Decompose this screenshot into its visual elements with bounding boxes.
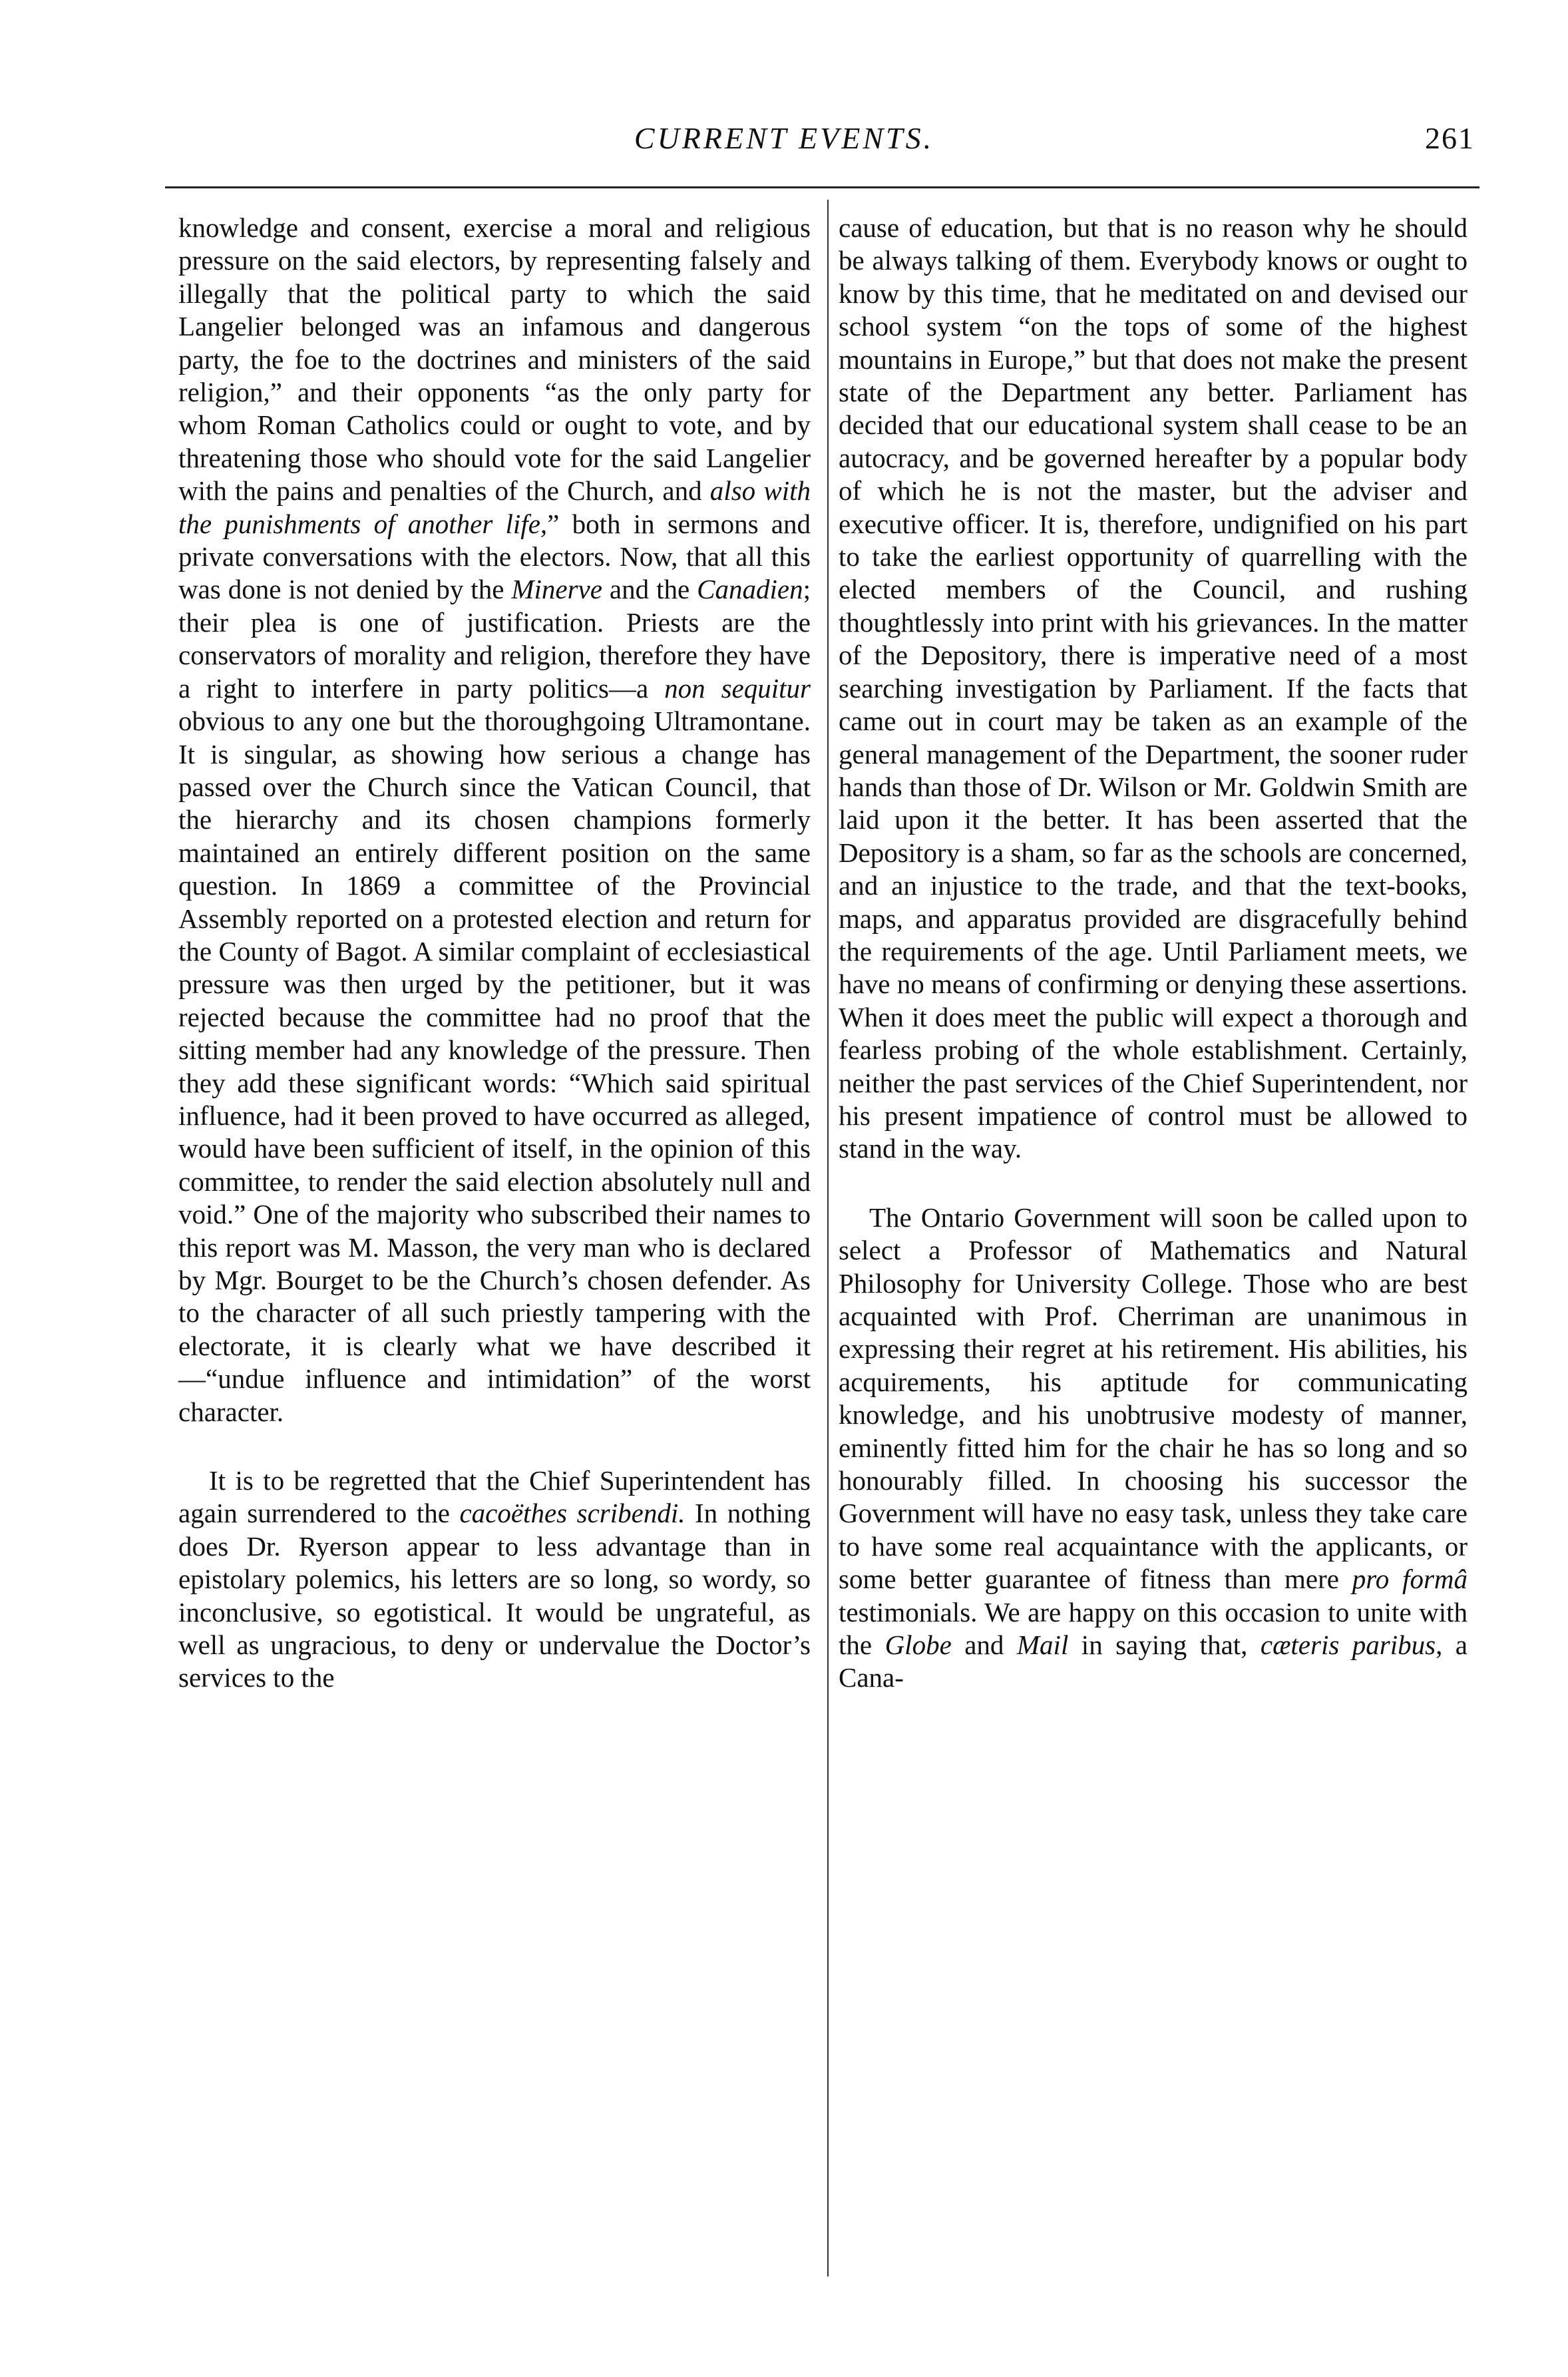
right-column [839,212,1468,1695]
latin-phrase-caeteris-paribus: cæteris paribus [1260,1629,1436,1661]
running-head [0,118,1568,158]
newspaper-name-minerve: Minerve [511,574,602,605]
text-run: testimonials. We are happy on this occasion to unite with the [839,1596,1468,1661]
paragraph-chief-superintendent [178,1464,811,1695]
header-rule [165,186,1479,188]
column-divider [827,200,829,2276]
newspaper-name-globe: Globe [884,1629,952,1661]
paragraph-election-influence [178,212,811,1428]
text-run: in saying that, [1068,1629,1261,1661]
paragraph-depository [839,212,1468,1166]
text-run: ” both in sermons and private conversations with the electors. Now, that all this was done is not denied by the [178,508,811,605]
paragraph-professor-selection [839,1201,1468,1695]
running-title: CURRENT EVENTS. [634,121,934,155]
paragraph-gap [839,1166,1468,1201]
text-run: ; their plea is one of justification. Priests are the conservators of morality and religion, therefore they have a right to interfere in party politics—a [178,574,811,704]
text-run: , a Cana- [839,1629,1468,1693]
text-run: knowledge and consent, exercise a moral and religious pressure on the said electors, by representing falsely and illegally that the political party to which the said Langelier belonged was an infamous and dangerous party, the foe to the doctrines and ministers of the said religion,” and their opponents “as the only party for whom Roman Catholics could or ought to vote, and by threatening those who should vote for the said Langelier with the pains and penalties of the Church, and [178,212,811,507]
newspaper-name-mail: Mail [1016,1629,1069,1661]
paragraph-gap [178,1428,811,1464]
text-run: obvious to any one but the thoroughgoing Ultramontane. It is singular, as showing how serious a change has passed over the Church since the Vatican Council, that the hierarchy and its chosen champions formerly maintained an entirely different position on the same question. In 1869 a committee of the Provincial Assembly reported on a protested election and return for the County of Bagot. A similar complaint of ecclesiastical pressure was then urged by the petitioner, but it was rejected because the committee had no proof that the sitting member had any knowledge of the pressure. Then they add these significant words: “Which said spiritual influence, had it been proved to have occurred as alleged, would have been sufficient of itself, in the opinion of this committee, to render the said election absolutely null and void.” One of the majority who subscribed their names to this report was M. Masson, the very man who is declared by Mgr. Bourget to be the Church’s chosen defender. As to the character of all such priestly tampering with the electorate, it is clearly what we have described it—“undue influence and intimidation” of the worst character. [178,706,811,1427]
text-run: and the [602,574,697,605]
text-run: It is to be regretted that the Chief Superintendent has again surrendered to the [178,1465,811,1529]
italic-phrase: also with the punishments of another life, [178,475,811,539]
text-run: cause of education, but that is no reason why he should be always talking of them. Everybody knows or ought to know by this time, that he meditated on and devised our school system “on the tops of some of the highest mountains in Europe,” but that does not make the present state of the Department any better. Parliament has decided that our educational system shall cease to be an autocracy, and be governed hereafter by a popular body of which he is not the master, but the adviser and executive officer. It is, therefore, undignified on his part to take the earliest opportunity of quarrelling with the elected members of the Council, and rushing thoughtlessly into print with his grievances. In the matter of the Depository, there is imperative need of a most searching investigation by Parliament. If the facts that came out in court may be taken as an example of the general management of the Department, the sooner ruder hands than those of Dr. Wilson or Mr. Goldwin Smith are laid upon it the better. It has been asserted that the Depository is a sham, so far as the schools are concerned, and an injustice to the trade, and that the text-books, maps, and apparatus provided are disgracefully behind the requirements of the age. Until Parliament meets, we have no means of confirming or denying these assertions. When it does meet the public will expect a thorough and fearless probing of the whole establishment. Certainly, neither the past services of the Chief Superintendent, nor his present impatience of control must be allowed to stand in the way. [839,212,1468,1164]
text-run: The Ontario Government will soon be called upon to select a Professor of Mathematics and Natural Philosophy for University College. Those who are best acquainted with Prof. Cherriman are unanimous in expressing their regret at his retirement. His abilities, his acquirements, his aptitude for communicating knowledge, and his unobtrusive modesty of manner, eminently fitted him for the chair he has so long and so honourably filled. In choosing his successor the Government will have no easy task, unless they take care to have some real acquaintance with the applicants, or some better guarantee of fitness than mere [839,1201,1468,1595]
latin-phrase-cacoethes: cacoëthes scribendi. [459,1498,686,1529]
left-column [178,212,811,1695]
newspaper-name-canadien: Canadien [697,574,803,605]
text-run: In nothing does Dr. Ryerson appear to less advantage than in epistolary polemics, his letters are so long, so wordy, so inconclusive, so egotistical. It would be ungrateful, as well as ungracious, to deny or undervalue the Doctor’s services to the [178,1498,811,1693]
latin-phrase-non-sequitur: non sequitur [664,672,811,704]
page-number: 261 [1425,121,1475,155]
latin-phrase-pro-forma: pro formâ [1352,1564,1468,1595]
text-run: and [951,1629,1017,1661]
